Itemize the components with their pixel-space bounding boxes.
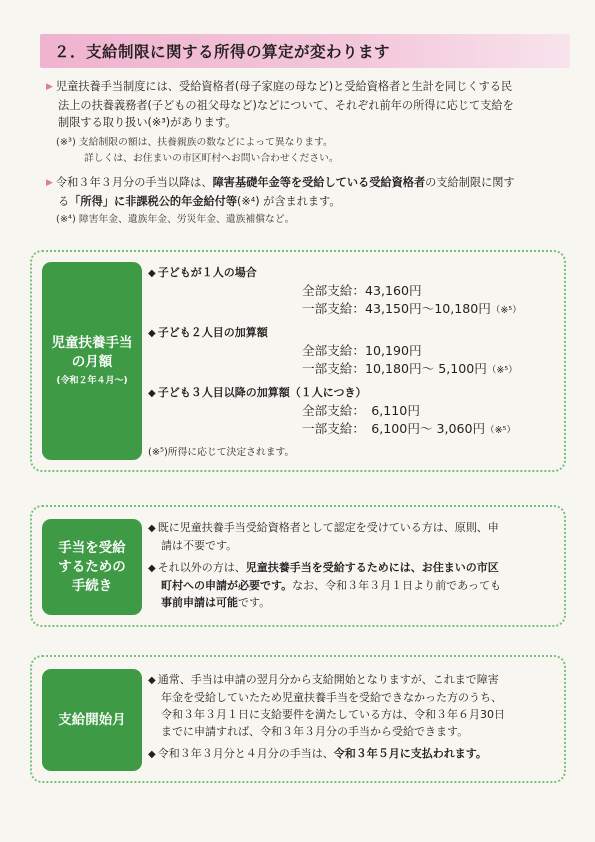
intro-text: 法上の扶養義務者(子どもの祖父母など)などについて、それぞれ前年の所得に応じて支給を — [58, 98, 514, 112]
procedure-content — [148, 519, 558, 611]
amount-row: 一部支給： 6,100円～ 3,060円（※⁵） — [302, 421, 516, 436]
note-text: (※⁴) 障害年金、遺族年金、労災年金、遺族補償など。 — [56, 214, 295, 225]
monthly-amount-label: 児童扶養手当 の月額 (令和２年４月～) — [42, 262, 142, 460]
triangle-bullet-icon: ▶ — [46, 82, 53, 92]
diamond-bullet-icon: ◆ — [148, 268, 156, 279]
diamond-bullet-icon: ◆ — [148, 328, 156, 339]
procedure-bullet-2: ◆ それ以外の方は、児童扶養手当を受給するためには、お住まいの市区 町村への申請が必要です。なお、令和３年３月１日より前であっても 事前申請は可能です。 — [148, 561, 502, 609]
note-text: 詳しくは、お住まいの市区町村へお問い合わせください。 — [84, 153, 339, 164]
note-4 — [56, 212, 556, 228]
diamond-bullet-icon: ◆ — [148, 388, 156, 399]
diamond-bullet-icon: ◆ — [148, 523, 156, 534]
intro-text: 制限する取り扱い(※³)があります。 — [58, 116, 237, 129]
intro-paragraph-2: ▶ 令和３年３月分の手当以降は、障害基礎年金等を受給している受給資格者の支給制限に関す る「所得」に非課税公的年金給付等(※⁴) が含まれます。 — [46, 176, 515, 208]
amount-heading: ◆ 子ども２人目の加算額 — [148, 326, 268, 339]
amount-heading: ◆ 子ども３人目以降の加算額（１人につき） — [148, 386, 367, 399]
amount-row: 一部支給：43,150円～10,180円（※⁵） — [302, 301, 522, 316]
monthly-amount-box — [30, 250, 566, 472]
payment-bullet-2: ◆ 令和３年３月分と４月分の手当は、令和３年５月に支払われます。 — [148, 747, 487, 760]
amount-row: 全部支給： 6,110円 — [302, 403, 420, 418]
diamond-bullet-icon: ◆ — [148, 675, 156, 686]
section-header — [40, 34, 570, 68]
section-title: ２．支給制限に関する所得の算定が変わります — [54, 43, 391, 61]
monthly-amount-content — [148, 264, 558, 461]
procedure-box — [30, 505, 566, 627]
diamond-bullet-icon: ◆ — [148, 563, 156, 574]
intro-paragraph-1 — [46, 78, 566, 132]
note-text: (※³) 支給制限の額は、扶養親族の数などによって異なります。 — [56, 137, 333, 148]
triangle-bullet-icon: ▶ — [46, 178, 53, 188]
procedure-label: 手当を受給 するための 手続き — [42, 519, 142, 615]
diamond-bullet-icon: ◆ — [148, 749, 156, 760]
payment-start-label: 支給開始月 — [42, 669, 142, 771]
payment-start-box — [30, 655, 566, 783]
amount-row: 一部支給：10,180円～ 5,100円（※⁵） — [302, 361, 518, 376]
amount-row: 全部支給：43,160円 — [302, 283, 422, 298]
payment-start-content — [148, 671, 558, 763]
footnote-5: (※⁵)所得に応じて決定されます。 — [148, 447, 295, 458]
amount-heading: ◆ 子どもが１人の場合 — [148, 266, 257, 279]
intro-text: 児童扶養手当制度には、受給資格者(母子家庭の母など)と受給資格者と生計を同じくする民 — [55, 80, 513, 93]
amount-row: 全部支給：10,190円 — [302, 343, 422, 358]
note-3 — [56, 135, 556, 167]
payment-bullet-1: ◆ 通常、手当は申請の翌月分から支給開始となりますが、これまで障害 年金を受給していたため児童扶養手当を受給できなかった方のうち、 令和３年３月１日に支給要件を満たしている方は、令和３年６月30日 までに申請すれば、令和３年３月分の手当から受給できます。 — [148, 673, 505, 738]
procedure-bullet-1: ◆ 既に児童扶養手当受給資格者として認定を受けている方は、原則、申 請は不要です。 — [148, 521, 499, 552]
